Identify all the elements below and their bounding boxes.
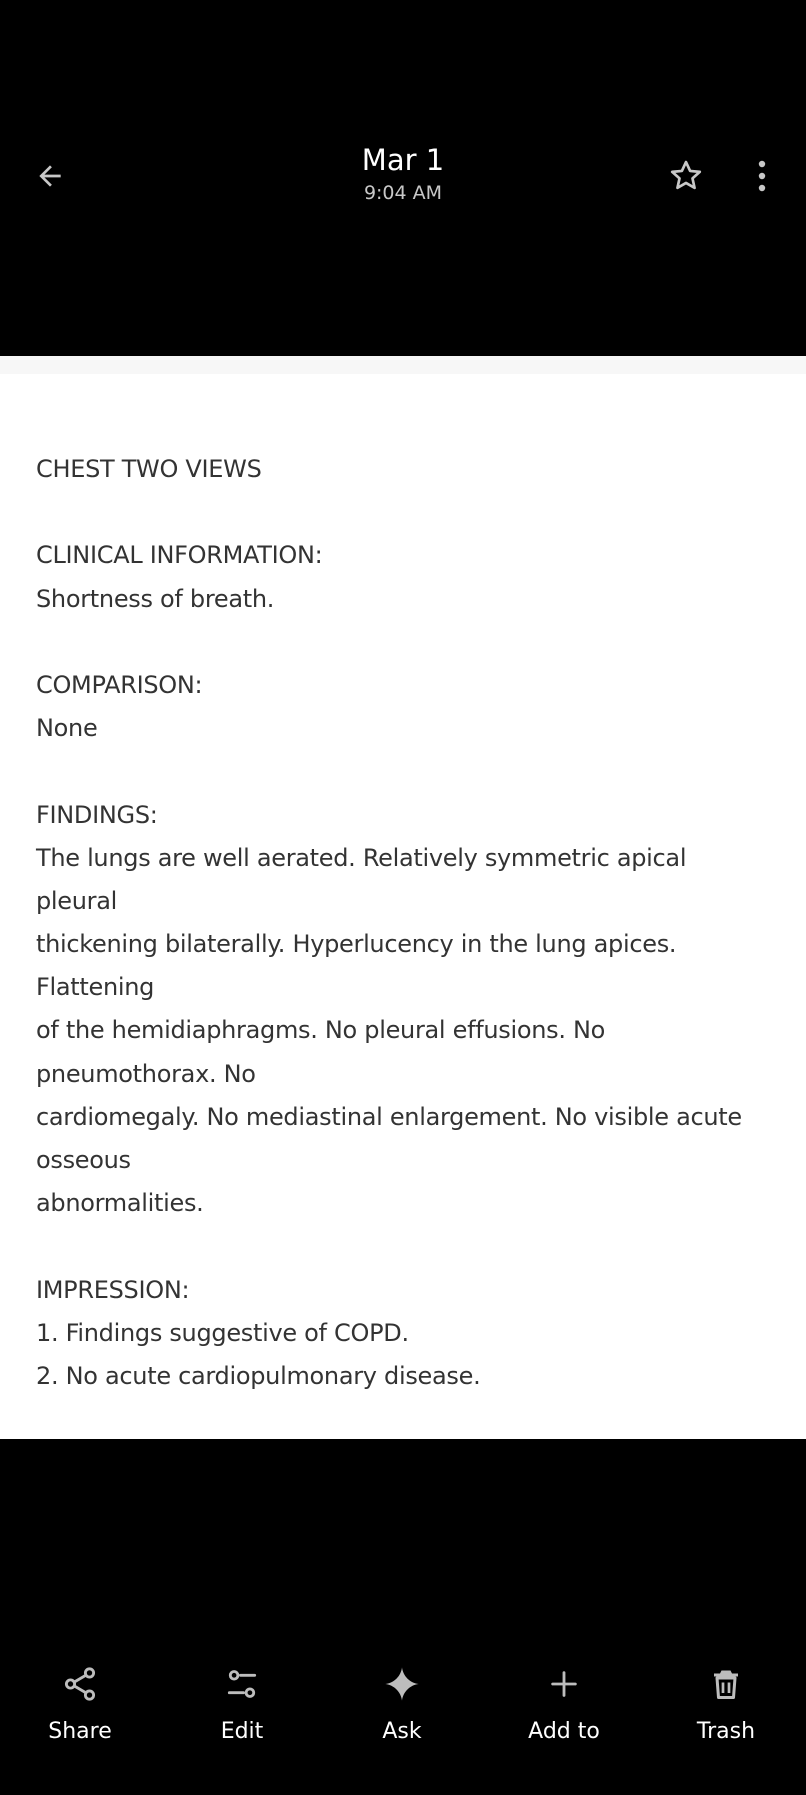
report-line: osseous — [36, 1146, 131, 1174]
share-button[interactable] — [10, 1654, 150, 1764]
photo-info — [253, 142, 553, 206]
share-label: Share — [48, 1719, 112, 1744]
report-line: cardiomegaly. No mediastinal enlargement. No visible acute — [36, 1102, 742, 1131]
share-icon — [61, 1665, 99, 1703]
trash-button[interactable] — [656, 1654, 796, 1764]
report-line: None — [36, 714, 98, 743]
report-line: pneumothorax. No — [36, 1059, 256, 1088]
report-line: The lungs are well aerated. Relatively symmetric apical — [36, 843, 687, 872]
bottom-action-bar — [0, 1439, 806, 1795]
report-line: IMPRESSION: — [36, 1275, 190, 1304]
photo-time: 9:04 AM — [363, 182, 443, 204]
favorite-button[interactable] — [662, 152, 710, 200]
top-app-bar — [0, 0, 806, 356]
blank-line — [36, 1225, 776, 1268]
report-line: COMPARISON: — [36, 670, 203, 699]
report-line: abnormalities. — [36, 1189, 204, 1218]
report-line: 1. Findings suggestive of COPD. — [36, 1318, 409, 1347]
arrow-back-icon — [34, 160, 66, 192]
report-line: CLINICAL INFORMATION: — [36, 541, 323, 570]
more-vert-icon — [756, 159, 768, 193]
ask-button[interactable] — [332, 1654, 472, 1764]
back-button[interactable] — [26, 152, 74, 200]
report-line: CHEST TWO VIEWS — [36, 455, 262, 483]
photo-viewer-image[interactable] — [0, 356, 806, 1439]
report-line: thickening bilaterally. Hyperlucency in the lung apices. — [36, 930, 677, 959]
report-line: pleural — [36, 886, 118, 915]
edit-button[interactable] — [172, 1654, 312, 1764]
report-line: Flattening — [36, 973, 155, 1002]
sparkle-icon — [382, 1664, 422, 1704]
more-options-button[interactable] — [740, 152, 784, 200]
blank-line — [36, 491, 776, 534]
blank-line — [36, 621, 776, 664]
report-line: 2. No acute cardiopulmonary disease. — [36, 1361, 481, 1390]
photo-date: Mar 1 — [361, 143, 445, 177]
trash-label: Trash — [696, 1719, 756, 1744]
plus-icon — [547, 1667, 581, 1701]
report-line: Shortness of breath. — [36, 584, 275, 613]
edit-sliders-icon — [223, 1665, 261, 1703]
add-to-label: Add to — [528, 1719, 600, 1744]
report-line: FINDINGS: — [36, 800, 158, 829]
report-line: of the hemidiaphragms. No pleural effusions. No — [36, 1016, 606, 1045]
blank-line — [36, 750, 776, 793]
ask-label: Ask — [382, 1719, 422, 1744]
star-outline-icon — [667, 157, 705, 195]
add-to-button[interactable] — [494, 1654, 634, 1764]
report-text — [36, 448, 776, 1398]
trash-icon — [708, 1665, 744, 1703]
edit-label: Edit — [220, 1719, 264, 1744]
